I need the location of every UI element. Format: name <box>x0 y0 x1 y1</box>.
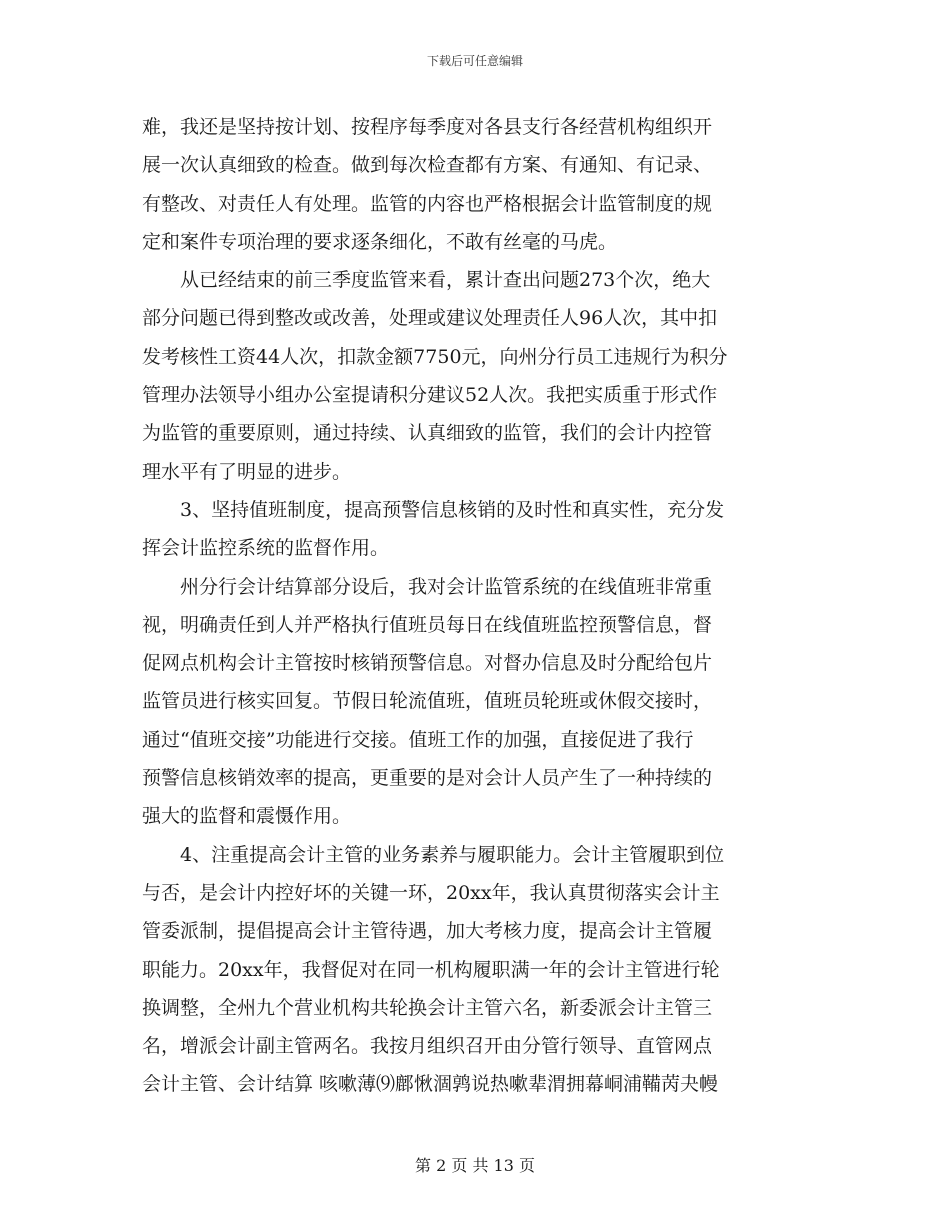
text-line: 名，增派会计副主管两名。我按月组织召开由分管行领导、直管网点 <box>142 1035 713 1058</box>
text-line: 换调整，全州九个营业机构共轮换会计主管六名，新委派会计主管三 <box>142 996 713 1019</box>
text-line: 通过“值班交接”功能进行交接。值班工作的加强，直接促进了我行 <box>142 728 694 751</box>
text-line: 为监管的重要原则，通过持续、认真细致的监管，我们的会计内控管 <box>142 422 713 445</box>
text-line: 管理办法领导小组办公室提请积分建议52人次。我把实质重于形式作 <box>142 384 718 407</box>
page-header: 下载后可任意编辑 <box>426 54 523 68</box>
page-footer: 第 2 页 共 13 页 <box>415 1156 535 1175</box>
text-line: 难，我还是坚持按计划、按程序每季度对各县支行各经营机构组织开 <box>142 116 713 138</box>
text-line: 理水平有了明显的进步。 <box>142 460 352 483</box>
text-line: 定和案件专项治理的要求逐条细化，不敢有丝毫的马虎。 <box>142 230 618 253</box>
text-line: 促网点机构会计主管按时核销预警信息。对督办信息及时分配给包片 <box>142 652 713 675</box>
text-line: 预警信息核销效率的提高，更重要的是对会计人员产生了一种持续的 <box>142 767 713 790</box>
text-line: 视，明确责任到人并严格执行值班员每日在线值班监控预警信息，督 <box>142 613 713 636</box>
text-line: 州分行会计结算部分设后，我对会计监管系统的在线值班非常重 <box>142 575 713 598</box>
text-line: 4、注重提高会计主管的业务素养与履职能力。会计主管履职到位 <box>142 843 725 866</box>
text-line: 与否，是会计内控好坏的关键一环，20xx年，我认真贯彻落实会计主 <box>142 881 720 904</box>
text-line: 从已经结束的前三季度监管来看，累计查出问题273个次，绝大 <box>142 269 711 292</box>
document-body <box>142 108 812 1104</box>
text-line: 部分问题已得到整改或改善，处理或建议处理责任人96人次，其中扣 <box>142 307 718 330</box>
text-line: 强大的监督和震慑作用。 <box>142 805 352 828</box>
text-line: 有整改、对责任人有处理。监管的内容也严格根据会计监管制度的规 <box>142 192 713 215</box>
text-line: 会计主管、会计结算 咳嗽薄⑼鄜愀涸鹑说热嗽辈渭拥幕峒浦鞴苪夬幔 <box>142 1073 719 1096</box>
text-line: 展一次认真细致的检查。做到每次检查都有方案、有通知、有记录、 <box>142 154 713 177</box>
text-line: 发考核性工资44人次，扣款金额7750元，向州分行员工违规行为积分 <box>142 345 728 368</box>
text-line: 职能力。20xx年，我督促对在同一机构履职满一年的会计主管进行轮 <box>142 958 720 981</box>
text-line: 管委派制，提倡提高会计主管待遇，加大考核力度，提高会计主管履 <box>142 920 713 943</box>
text-line: 3、坚持值班制度，提高预警信息核销的及时性和真实性，充分发 <box>142 498 725 521</box>
text-line: 监管员进行核实回复。节假日轮流值班，值班员轮班或休假交接时， <box>142 690 713 713</box>
text-line: 挥会计监控系统的监督作用。 <box>142 537 390 560</box>
